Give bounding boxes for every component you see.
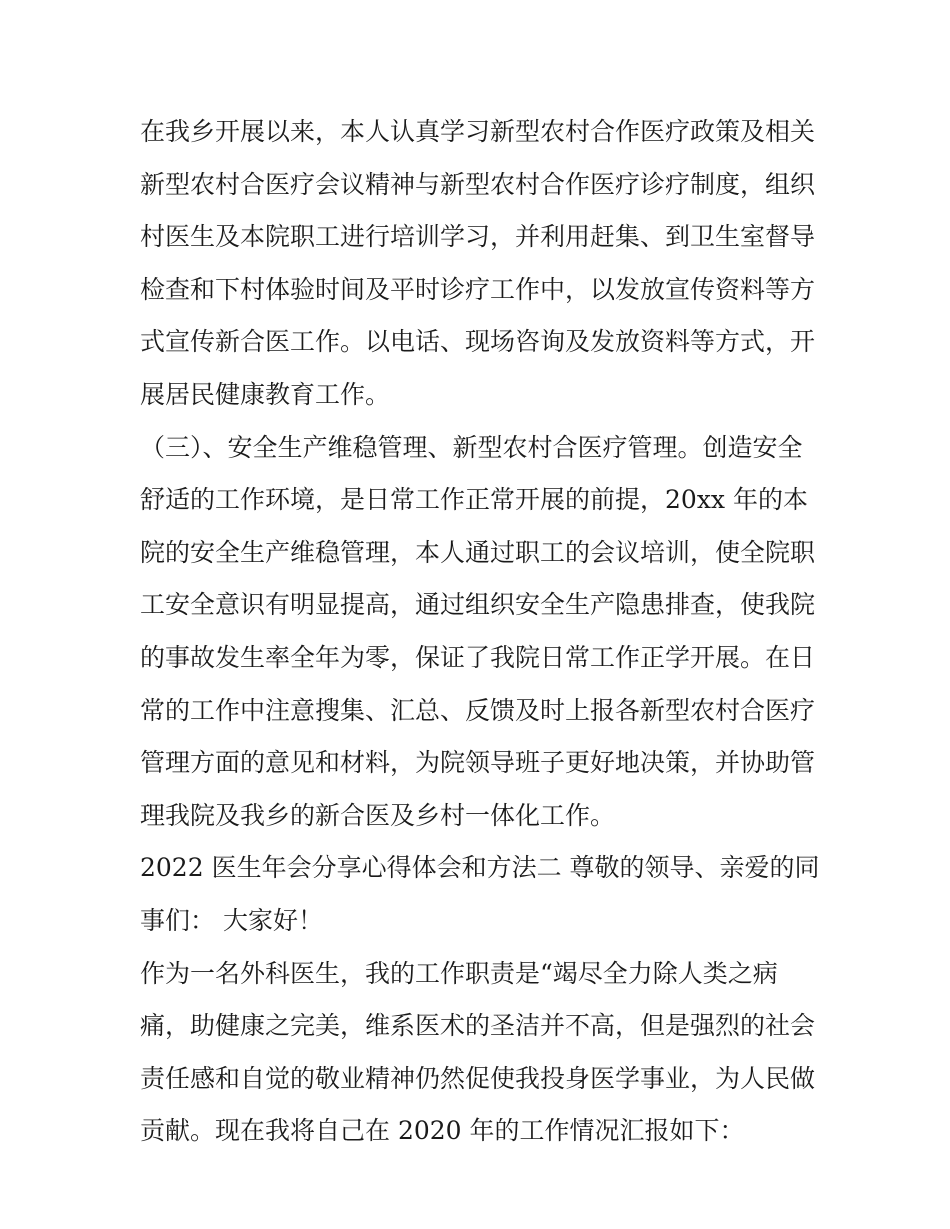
- text-line: 痛，助健康之完美，维系医术的圣洁并不高，但是强烈的社会: [140, 1011, 816, 1041]
- text-line: 作为一名外科医生，我的工作职责是“竭尽全力除人类之病: [140, 958, 778, 988]
- section-heading-line: （三）、安全生产维稳管理、新型农村合医疗管理。创造安全: [140, 432, 803, 462]
- text-line: 在我乡开展以来，本人认真学习新型农村合作医疗政策及相关: [140, 117, 816, 146]
- text-line: 的事故发生率全年为零，保证了我院日常工作正学开展。在日: [140, 642, 816, 672]
- text-line: 工安全意识有明显提高，通过组织安全生产隐患排查，使我院: [140, 590, 816, 620]
- text-line: 理我院及我乡的新合医及乡村一体化工作。: [140, 800, 616, 830]
- text-line: 新型农村合医疗会议精神与新型农村合作医疗诊疗制度，组织: [140, 169, 816, 199]
- text-line: 贡献。现在我将自己在 2020 年的工作情况汇报如下：: [140, 1116, 745, 1146]
- text-line: 式宣传新合医工作。以电话、现场咨询及发放资料等方式，开: [140, 327, 816, 357]
- greeting-line: 事们： 大家好！: [140, 905, 323, 935]
- document-body: [140, 106, 820, 1158]
- text-line: 检查和下村体验时间及平时诊疗工作中，以发放宣传资料等方: [140, 274, 816, 304]
- text-line: 管理方面的意见和材料，为院领导班子更好地决策，并协助管: [140, 748, 816, 778]
- text-line: 常的工作中注意搜集、汇总、反馈及时上报各新型农村合医疗: [140, 695, 816, 725]
- text-line: 展居民健康教育工作。: [140, 379, 391, 409]
- text-line: 舒适的工作环境，是日常工作正常开展的前提，20xx 年的本: [140, 485, 808, 515]
- text-line: 村医生及本院职工进行培训学习，并利用赶集、到卫生室督导: [140, 222, 816, 252]
- article-title-line: 2022 医生年会分享心得体会和方法二 尊敬的领导、亲爱的同: [140, 853, 820, 883]
- text-line: 院的安全生产维稳管理，本人通过职工的会议培训，使全院职: [140, 537, 816, 567]
- text-line: 责任感和自觉的敬业精神仍然促使我投身医学事业，为人民做: [140, 1063, 816, 1093]
